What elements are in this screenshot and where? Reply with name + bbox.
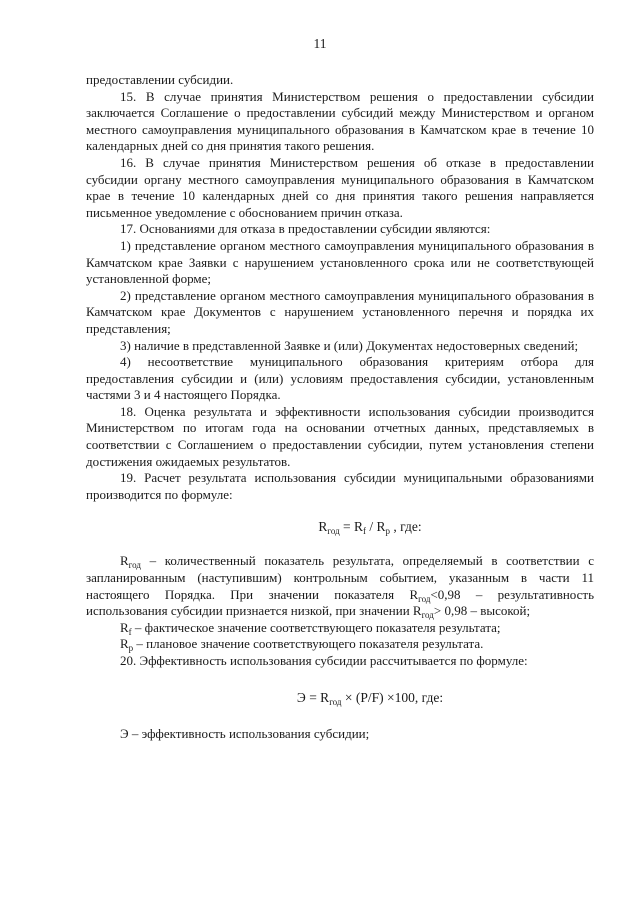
definition-r-f: $R_f$ – фактическое значение соответствующего показателя результата; xyxy=(120,619,501,637)
list-item-3: 3) наличие в представленной Заявке и (или) Документах недостоверных сведений; xyxy=(120,337,579,353)
paragraph-18: 18. Оценка результата и эффективности использования субсидии производится Министерством по итогам года на основании отчетных данных, представляемых в соответствии с Соглашением о предоставлении субсидии, путем установления степени достижения ожидаемых результатов. xyxy=(86,403,594,469)
document-body xyxy=(86,72,594,742)
paragraph-continuation: предоставлении субсидии. xyxy=(86,72,234,87)
definition-efficiency: Э – эффективность использования субсидии; xyxy=(120,725,370,741)
formula-result: $R_{год} = R_f / R_p$ , где: xyxy=(318,519,422,537)
paragraph-20: 20. Эффективность использования субсидии рассчитывается по формуле: xyxy=(120,653,528,668)
list-item-2: 2) представление органом местного самоуправления муниципального образования в Камчатском крае Документов с нарушением установленного перечня и порядка их представления; xyxy=(86,287,594,336)
paragraph-16: 16. В случае принятия Министерством решения об отказе в предоставлении субсидии органу местного самоуправления муниципального образования в Камчатском крае в течение 10 календарных дней со дня принятия такого решения направляется письменное уведомление с обоснованием причин отказа. xyxy=(86,154,594,220)
list-item-4: 4) несоответствие муниципального образования критериям отбора для предоставления субсидии и (или) условиям предоставления субсидии, установленным частями 3 и 4 настоящего Порядка. xyxy=(86,354,594,403)
list-item-1: 1) представление органом местного самоуправления муниципального образования в Камчатском крае Заявки с нарушением установленного срока или не соответствующей установленной форме; xyxy=(86,237,594,287)
paragraph-17: 17. Основаниями для отказа в предоставлении субсидии являются: xyxy=(120,221,491,237)
page-number: 11 xyxy=(313,36,327,51)
formula-efficiency: $Э = R_{год} \times (P/F) \times 100$, где: xyxy=(296,689,444,707)
definition-r-p: $R_p$ – плановое значение соответствующего показателя результата. xyxy=(120,636,484,654)
paragraph-15: 15. В случае принятия Министерством решения о предоставлении субсидии заключается Соглашение о предоставлении субсидий между Министерством и органом местного самоуправления муниципального образования в Камчатском крае в течение 10 календарных дней со дня принятия такого решения. xyxy=(86,88,594,154)
definition-r-god: $R_{год}$ – количественный показатель результата, определяемый в соответствии с запланированным (наступившим) контрольным событием, указанным в части 11 настоящего Порядка. При значении показателя $R_{год}<0,98$ – результативность использования субсидии признается низкой, при значении $R_{год}> 0,98$ – высокой; xyxy=(86,553,594,621)
paragraph-19: 19. Расчет результата использования субсидии муниципальными образованиями производится по формуле: xyxy=(86,470,594,502)
